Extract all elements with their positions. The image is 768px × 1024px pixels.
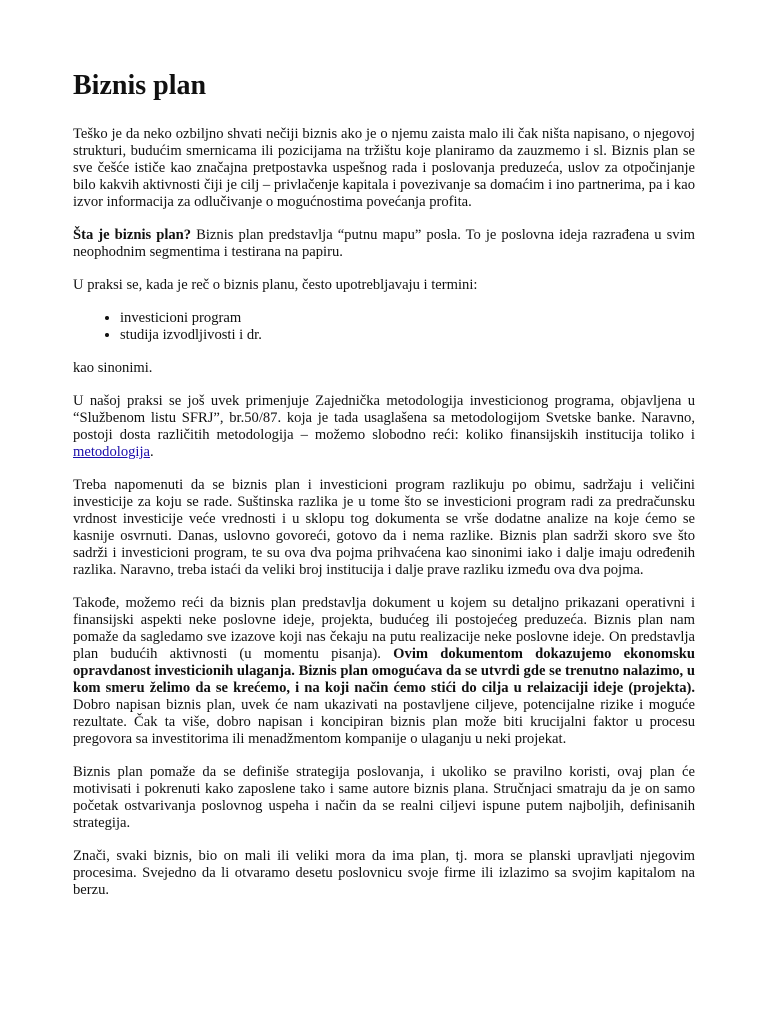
document-title: Biznis plan	[73, 70, 207, 101]
paragraph-intro: Teško je da neko ozbiljno shvati nečiji biznis ako je o njemu zaista malo ili čak ništa napisano, o njegovoj strukturi, budućim smernicama ili pozicijama na tržištu koje planiramo da zauzmemo i sl. Biznis plan se sve češće ističe kao značajna pretpostavka uspešnog rada i poslovanja preduzeća, uslov za otpočinjanje bilo kakvih aktivnosti čiji je cilj – privlačenje kapitala i povezivanje sa domaćim i ino partnerima, pa i kao izvor informacija za odlučivanje o mogućnostima povećanja profita.	[73, 126, 695, 210]
definition-text: Biznis plan predstavlja “putnu mapu” posla. To je poslovna ideja razrađena u svim neophodnim segmentima i testirana na papiru.	[73, 227, 695, 260]
methodology-text: U našoj praksi se još uvek primenjuje Zajednička metodologija investicionog programa, objavljena u “Službenom listu SFRJ”, br.50/87. koja je tada usaglašena sa metodologijom Svetske banke. Naravno, postoji dosta različitih metodologija – možemo slobodno reći: koliko finansijskih institucija toliko i	[73, 393, 695, 443]
terms-list	[73, 310, 695, 344]
document-text-2: Dobro napisan biznis plan, uvek će nam ukazivati na postavljene ciljeve, potencijalne rizike i moguće rezultate. Čak ta više, dobro napisan i koncipiran biznis plan može biti krucijalni faktor u procesu pregovora sa investitorima ili menadžmentom kompanije o ulaganju u neki projekat.	[73, 697, 695, 747]
paragraph-methodology	[73, 393, 695, 461]
methodology-end: .	[150, 444, 154, 460]
definition-question: Šta je biznis plan?	[73, 227, 192, 243]
metodologija-link[interactable]: metodologija	[73, 444, 151, 460]
document-text-1: Takođe, možemo reći da biznis plan predstavlja dokument u kojem su detaljno prikazani operativni i finansijski aspekti neke poslovne ideje, projekta, budućeg ili postojećeg preduzeća. Biznis plan nam pomaže da sagledamo sve izazove koji nas čekaju na putu realizacije neke poslovne ideje. On predstavlja plan budućih aktivnosti (u momentu pisanja).	[73, 595, 695, 662]
document-bold-text: Ovim dokumentom dokazujemo ekonomsku opravdanost investicionih ulaganja. Biznis plan omogućava da se utvrdi gde se trenutno nalazimo, u kom smeru želimo da se krećemo, i na koji način ćemo stići do cilja u relaizaciji ideje (projekta).	[73, 646, 695, 696]
paragraph-synonyms: kao sinonimi.	[73, 360, 153, 376]
paragraph-difference: Treba napomenuti da se biznis plan i investicioni program razlikuju po obimu, sadržaju i veličini investicije za koju se rade. Suštinska razlika je u tome što se investicioni program radi za predračunsku vrdnost investicije veće vrednosti i u sklopu tog dokumenta se vrše dodatne analize na koje ćemo se kasnije osvrnuti. Danas, uslovno govoreći, gotovo da i nema razlike. Biznis plan sadrži skoro sve što sadrži i investicioni program, te su ova dva pojma prihvaćena kao sinonimi iako i dalje imaju određenih razlika. Naravno, treba istaći da veliki broj institucija i dalje prave razliku između ova dva pojma.	[73, 477, 695, 578]
list-item: • investicioni program	[120, 310, 695, 327]
paragraph-terms: U praksi se, kada je reč o biznis planu, često upotrebljavaju i termini:	[73, 277, 478, 293]
list-item: • studija izvodljivosti i dr.	[120, 327, 695, 344]
paragraph-document	[73, 595, 695, 748]
paragraph-definition	[73, 227, 695, 261]
paragraph-strategy: Biznis plan pomaže da se definiše strategija poslovanja, i ukoliko se pravilno koristi, ovaj plan će motivisati i pokrenuti kako zaposlene tako i same autore biznis plana. Stručnjaci smatraju da je on samo početak ostvarivanja poslovnog uspeha i način da se realni ciljevi ispune putem najboljih, definisanih strategija.	[73, 764, 695, 831]
paragraph-conclusion: Znači, svaki biznis, bio on mali ili veliki mora da ima plan, tj. mora se planski upravljati njegovim procesima. Svejedno da li otvaramo desetu poslovnicu svoje firme ili izlazimo sa svojim kapitalom na berzu.	[73, 848, 695, 898]
